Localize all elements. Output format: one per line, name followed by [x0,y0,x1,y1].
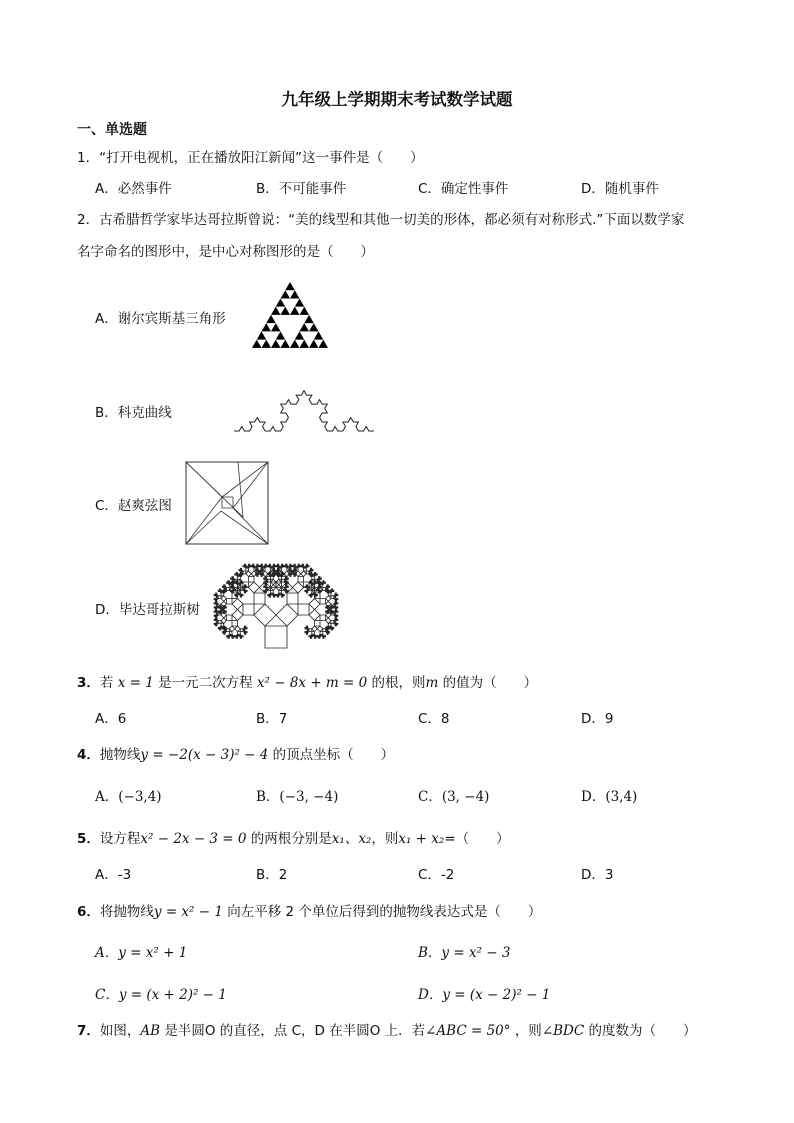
pythagoras-tree-square [282,579,285,582]
pythagoras-tree-square [232,610,243,621]
pythagoras-tree-square [243,571,246,574]
q3-number: 3． [77,675,100,691]
pythagoras-tree-square [330,607,333,610]
pythagoras-tree-square [268,579,271,582]
question-3-stem [77,671,537,691]
pythagoras-tree-square [227,599,233,605]
q4-text-1: 抛物线 [99,747,141,763]
pythagoras-tree-square [273,570,276,573]
sierpinski-cell [262,323,272,331]
question-2-stem-line1: 2．古希腊哲学家毕达哥拉斯曾说：“美的线型和其他一切美的形体，都必须有对称形式.”下面以数学家 [77,212,685,228]
pythagoras-tree-square [240,637,241,638]
pythagoras-tree-square [297,566,300,569]
q7-text-1: 如图， [99,1023,141,1039]
pythagoras-tree-square [240,596,241,597]
pythagoras-tree-square [257,570,260,573]
pythagoras-tree-square [312,570,313,571]
q1-option-d: D．随机事件 [581,181,659,197]
pythagoras-tree-square [232,586,235,589]
q3-equation-2: x² − 8x + m = 0 [256,675,368,691]
pythagoras-tree-square [328,627,329,628]
q2-option-b: B．科克曲线 [95,405,172,421]
sierpinski-cell [281,340,291,348]
pythagoras-tree-square [236,634,239,637]
pythagoras-tree-square [244,633,245,634]
pythagoras-tree-square [238,577,241,580]
pythagoras-tree-square [298,577,304,583]
q3-option-b: B．7 [256,711,288,727]
pythagoras-tree-square [310,572,311,573]
sierpinski-cell [309,323,319,331]
pythagoras-tree-square [214,623,215,624]
pythagoras-tree-square [236,572,237,573]
pythagoras-tree-square [272,574,273,575]
pythagoras-tree-square [224,585,225,586]
pythagoras-tree-square [326,596,332,602]
pythagoras-tree-square [225,607,226,608]
pythagoras-tree-square [294,564,295,565]
pythagoras-tree-square [276,604,298,626]
pythagoras-tree-square [273,596,274,597]
q5-sum: x₁ + x₂ [398,831,445,847]
pythagoras-tree-square [326,618,332,624]
pythagoras-tree-square [265,577,266,578]
pythagoras-tree-square [306,626,307,627]
pythagoras-tree-square [220,589,221,590]
sierpinski-cell [290,290,300,298]
pythagoras-tree-square [243,630,246,633]
pythagoras-tree-square [334,614,337,617]
q1-option-b: B．不可能事件 [256,181,347,197]
pythagoras-tree-square [232,599,243,610]
pythagoras-tree-square [235,594,236,595]
pythagoras-tree-square [308,566,309,567]
pythagoras-tree-square [255,574,256,575]
sierpinski-cell [304,315,314,323]
q6-option-a: A．y = x² + 1 [95,945,188,961]
pythagoras-tree-square [332,607,333,608]
pythagoras-tree-square [227,615,233,621]
pythagoras-tree-square [264,590,265,591]
pythagoras-tree-square [221,593,224,596]
pythagoras-tree-square [286,564,287,565]
pythagoras-tree-square [222,632,223,633]
q3-variable: m [425,675,439,691]
pythagoras-tree-square [306,627,309,630]
q7-angle-bdc: ∠BDC [541,1023,585,1039]
q3-option-d: D．9 [581,711,614,727]
pythagoras-tree-square [331,629,332,630]
pythagoras-tree-square [298,604,309,615]
q3-equation-1: x = 1 [117,675,154,691]
q4-equation: y = −2(x − 3)² − 4 [140,747,269,763]
q5-option-d: D．3 [581,867,614,883]
q3-text-4: 的值为（ ） [442,675,538,691]
pythagoras-tree-square [243,604,254,615]
pythagoras-tree-square [312,626,318,632]
pythagoras-tree-square [268,594,269,595]
pythagoras-tree-square [229,626,235,632]
pythagoras-tree-square [214,607,215,608]
pythagoras-tree-square [310,581,311,582]
pythagoras-tree-square [214,599,215,600]
pythagoras-tree-square [309,636,310,637]
pythagoras-tree-square [279,577,282,580]
q4-option-a: A．(−3,4) [95,789,162,805]
pythagoras-tree-square [269,572,270,573]
sierpinski-cell [276,331,286,339]
pythagoras-tree-square [309,594,310,595]
pythagoras-tree-square [216,593,217,594]
sierpinski-cell [290,307,300,315]
pythagoras-tree-square [220,626,223,629]
pythagoras-tree-square [319,634,322,637]
question-4-stem [77,743,394,763]
pythagoras-tree-square [249,582,260,593]
q5-text-1: 设方程 [99,831,141,847]
sierpinski-cell [262,340,272,348]
q2-option-a: A．谢尔宾斯基三角形 [95,311,226,327]
pythagoras-tree-square [228,634,231,637]
sierpinski-cell [257,331,267,339]
q5-roots: x₁、x₂ [331,831,372,847]
pythagoras-tree-square [294,575,295,576]
q6-number: 6． [77,904,100,920]
pythagoras-tree-square [320,599,326,605]
pythagoras-tree-square [337,619,338,620]
q5-option-c: C．-2 [418,867,455,883]
q3-option-a: A．6 [95,711,127,727]
pythagoras-tree-square [240,629,243,632]
question-5-stem [77,827,510,847]
pythagoras-tree-square [310,634,313,637]
sierpinski-cell [314,331,324,339]
pythagoras-tree-square [231,582,232,583]
pythagoras-tree-square [332,590,333,591]
pythagoras-tree-square [265,626,287,648]
pythagoras-tree-square [313,574,316,577]
pythagoras-tree-square [313,582,316,585]
pythagoras-tree-square [328,586,329,587]
pythagoras-tree-square [216,611,219,614]
pythagoras-tree-square [306,571,309,574]
q3-text-2: 是一元二次方程 [158,675,253,691]
q5-number: 5． [77,831,100,847]
pythagoras-tree-square [247,566,250,569]
pythagoras-tree-square [305,590,306,591]
pythagoras-tree-square [310,593,313,596]
sierpinski-cell [319,340,329,348]
pythagoras-tree-square [319,581,320,582]
q5-text-3: ，则 [371,831,399,847]
pythagoras-tree-square [221,618,227,624]
pythagoras-tree-square [331,621,334,624]
sierpinski-cell [300,340,310,348]
sierpinski-cell [276,298,286,306]
pythagoras-tree-square [328,593,331,596]
koch-curve-figure [232,385,377,435]
pythagoras-tree-square [320,632,323,635]
sierpinski-cell [300,307,310,315]
pythagoras-tree-figure [212,556,342,651]
pythagoras-tree-square [253,564,254,565]
pythagoras-tree-square [335,625,336,626]
sierpinski-cell [290,340,300,348]
sierpinski-triangle-figure [250,280,330,350]
q7-angle-abc: ∠ABC = 50° [425,1023,511,1039]
pythagoras-tree-square [244,592,245,593]
q5-option-b: B．2 [256,867,288,883]
pythagoras-tree-square [246,568,249,571]
q1-option-c: C．确定性事件 [418,181,509,197]
pythagoras-tree-square [315,637,316,638]
pythagoras-tree-square [254,604,276,626]
pythagoras-tree-square [216,619,219,622]
pythagoras-tree-square [334,622,337,625]
q6-option-d: D．y = (x − 2)² − 1 [418,987,551,1003]
pythagoras-tree-square [323,637,324,638]
sierpinski-cell [285,282,295,290]
q4-text-2: 的顶点坐标（ ） [272,747,395,763]
q4-option-c: C．(3, −4) [418,789,490,805]
q5-text-4: =（ ） [444,831,510,847]
pythagoras-tree-square [312,632,315,635]
sierpinski-cell [266,315,276,323]
q3-text-3: 的根，则 [371,675,426,691]
pythagoras-tree-square [309,599,320,610]
pythagoras-tree-square [265,578,268,581]
pythagoras-tree-square [327,589,328,590]
pythagoras-tree-square [293,582,304,593]
pythagoras-tree-square [316,574,317,575]
q6-equation: y = x² − 1 [153,904,223,920]
pythagoras-tree-square [273,568,274,569]
pythagoras-tree-square [326,630,329,633]
pythagoras-tree-square [216,603,219,606]
pythagoras-tree-square [288,574,289,575]
pythagoras-tree-square [232,637,233,638]
q5-text-2: 的两根分别是 [250,831,332,847]
q5-option-a: A．-3 [95,867,132,883]
pythagoras-tree-square [249,577,255,583]
pythagoras-tree-square [324,582,325,583]
pythagoras-tree-square [323,629,326,632]
pythagoras-tree-square [235,626,241,632]
pythagoras-tree-square [227,629,230,632]
pythagoras-tree-square [315,621,321,627]
pythagoras-tree-square [246,627,247,628]
pythagoras-tree-square [261,564,262,565]
pythagoras-tree-square [288,566,291,569]
pythagoras-tree-square [328,623,331,626]
pythagoras-tree-square [218,621,221,624]
pythagoras-tree-square [227,588,230,591]
pythagoras-tree-square [238,632,241,635]
pythagoras-tree-square [265,586,268,589]
pythagoras-tree-square [290,570,293,573]
q7-text-2: 是半圆O 的直径，点 C，D 在半圆O 上．若 [164,1023,426,1039]
pythagoras-tree-square [327,605,328,606]
question-1-stem: 1．“打开电视机，正在播放阳江新闻”这一事件是（ ） [77,150,424,166]
pythagoras-tree-square [282,596,283,597]
sierpinski-cell [309,340,319,348]
sierpinski-cell [252,340,262,348]
pythagoras-tree-square [330,590,333,593]
q6-option-b: B．y = x² − 3 [418,945,511,961]
pythagoras-tree-square [214,615,215,616]
pythagoras-tree-square [304,568,307,571]
sierpinski-cell [295,298,305,306]
pythagoras-tree-square [321,582,324,585]
pythagoras-tree-square [243,589,246,592]
pythagoras-tree-square [218,627,219,628]
pythagoras-tree-square [236,593,239,596]
pythagoras-tree-square [231,590,232,591]
pythagoras-tree-square [337,594,338,595]
q1-option-a: A．必然事件 [95,181,172,197]
q2-option-c: C．赵爽弦图 [95,498,172,514]
q5-equation: x² − 2x − 3 = 0 [140,831,247,847]
q6-text-2: 向左平移 2 个单位后得到的抛物线表达式是（ ） [227,904,542,920]
pythagoras-tree-square [277,593,280,596]
pythagoras-tree-square [301,571,307,577]
pythagoras-tree-square [269,564,270,565]
sierpinski-cell [271,323,281,331]
pythagoras-tree-square [227,636,228,637]
pythagoras-tree-square [269,593,272,596]
q4-option-d: D．(3,4) [581,789,638,805]
pythagoras-tree-square [279,590,282,593]
pythagoras-tree-square [302,564,303,565]
sierpinski-cell [271,307,281,315]
pythagoras-tree-square [271,590,274,593]
q4-option-b: B．(−3, −4) [256,789,339,805]
pythagoras-tree-square [280,566,283,569]
pythagoras-tree-square [220,610,223,613]
q7-segment-ab: AB [140,1023,161,1039]
pythagoras-tree-square [277,564,278,565]
question-2-stem-line2: 名字命名的图形中，是中心对称图形的是（ ） [77,244,374,260]
pythagoras-tree-square [326,611,327,612]
pythagoras-tree-square [306,586,309,589]
pythagoras-tree-square [323,588,326,591]
pythagoras-tree-square [239,574,240,575]
pythagoras-tree-square [287,586,288,587]
pythagoras-tree-square [224,629,225,630]
pythagoras-tree-square [334,605,337,608]
pythagoras-tree-square [254,593,265,604]
pythagoras-tree-square [222,590,223,591]
q6-text-1: 将抛物线 [99,904,154,920]
q4-number: 4． [77,747,100,763]
pythagoras-tree-square [228,581,229,582]
q3-option-c: C．8 [418,711,450,727]
sierpinski-cell [300,323,310,331]
pythagoras-tree-square [272,566,275,569]
pythagoras-tree-square [271,577,274,580]
section-heading: 一、单选题 [77,122,147,138]
q7-text-3: ，则 [514,1023,542,1039]
q3-text-1: 若 [99,675,114,691]
pythagoras-tree-square [320,578,321,579]
question-7-stem [77,1019,697,1039]
pythagoras-tree-square [317,626,323,632]
zhao-shuang-diagram-figure [185,461,269,545]
sierpinski-cell [281,307,291,315]
pythagoras-tree-square [232,577,233,578]
pythagoras-tree-square [246,571,252,577]
pythagoras-tree-square [306,585,307,586]
pythagoras-tree-square [218,611,219,612]
pythagoras-tree-square [218,596,221,599]
pythagoras-tree-square [290,568,291,569]
pythagoras-tree-square [327,633,328,634]
pythagoras-tree-square [216,594,219,597]
q6-option-c: C．y = (x + 2)² − 1 [95,987,227,1003]
pythagoras-tree-square [232,578,235,581]
pythagoras-tree-square [337,611,338,612]
pythagoras-tree-square [261,575,262,576]
pythagoras-tree-square [309,629,312,632]
page-title: 九年级上学期期末考试数学试题 [281,90,513,109]
pythagoras-tree-square [287,593,298,604]
pythagoras-tree-square [221,623,224,626]
pythagoras-tree-square [232,621,238,627]
pythagoras-tree-square [264,566,267,569]
q7-number: 7． [77,1023,100,1039]
pythagoras-tree-square [224,586,227,589]
pythagoras-tree-square [334,597,337,600]
sierpinski-cell [295,331,305,339]
pythagoras-tree-square [224,612,225,613]
pythagoras-tree-square [221,596,227,602]
sierpinski-cell [271,340,281,348]
pythagoras-tree-square [240,570,243,573]
pythagoras-tree-square [244,564,245,565]
pythagoras-tree-square [257,568,258,569]
q2-option-d: D．毕达哥拉斯树 [95,602,200,618]
pythagoras-tree-square [320,615,326,621]
pythagoras-tree-square [305,566,308,569]
pythagoras-tree-square [229,632,232,635]
pythagoras-tree-square [264,582,265,583]
sierpinski-cell [281,290,291,298]
pythagoras-tree-square [337,603,338,604]
question-6-stem [77,900,541,920]
pythagoras-tree-square [331,596,334,599]
pythagoras-tree-square [309,610,320,621]
pythagoras-tree-square [255,566,258,569]
pythagoras-tree-square [240,568,241,569]
q7-text-4: 的度数为（ ） [588,1023,697,1039]
pythagoras-tree-square [312,577,315,580]
pythagoras-tree-square [305,632,306,633]
